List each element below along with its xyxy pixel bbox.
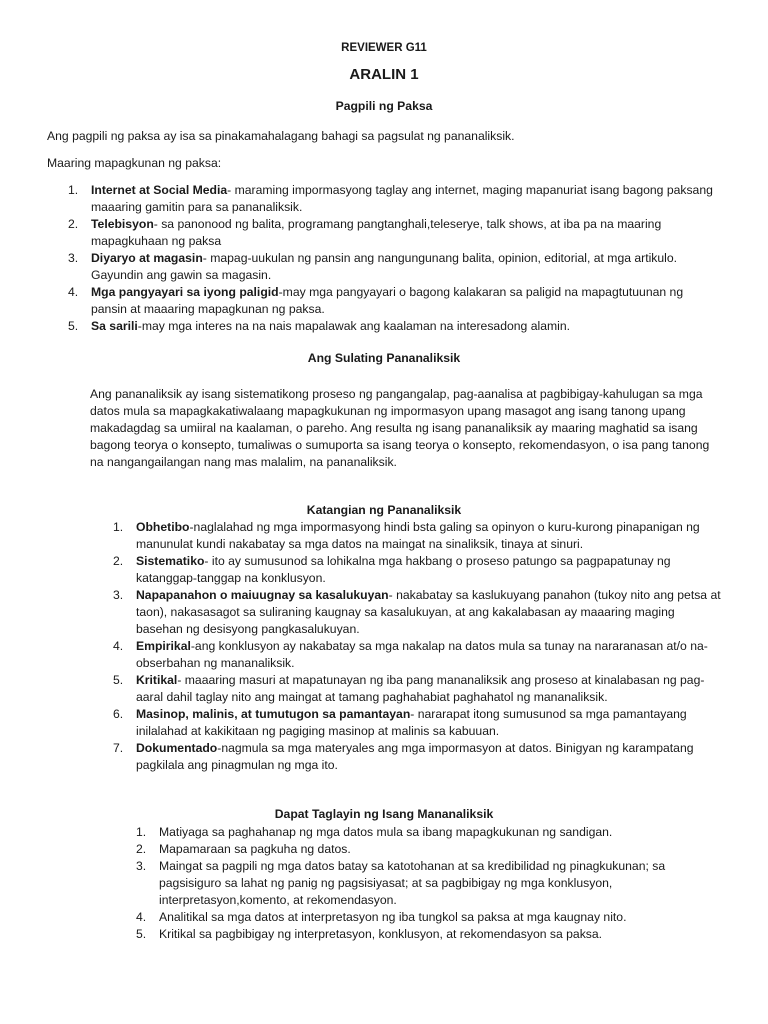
list-item bbox=[136, 841, 726, 858]
list-item bbox=[136, 926, 726, 943]
section-intro: Ang pagpili ng paksa ay isa sa pinakamahalagang bahagi sa pagsulat ng pananaliksik. bbox=[47, 129, 515, 143]
list-item bbox=[68, 182, 718, 216]
list-text: Analitikal sa mga datos at interpretasyon ng iba tungkol sa paksa at mga kaugnay nito. bbox=[159, 910, 627, 924]
list-term: Dokumentado bbox=[136, 741, 218, 755]
list-number: 3. bbox=[68, 251, 79, 265]
list-text: - nararapat itong sumusunod sa mga pamantayang inilalahad at kakikitaan ng pagiging masinop at malinis sa kabuuan. bbox=[136, 707, 687, 738]
list-number: 5. bbox=[113, 673, 124, 687]
list-text: Maingat sa pagpili ng mga datos batay sa katotohanan at sa kredibilidad ng pinagkukunan; sa pagsisiguro sa lahat ng panig ng pagsisiyasat; at sa pagbibigay ng mga konklusyon, interpretasyon,komento, at rekomendasyon. bbox=[159, 859, 666, 907]
section-paragraph: Ang pananaliksik ay isang sistematikong proseso ng pangangalap, pag-aanalisa at pagbibigay-kahulugan sa mga datos mula sa mapagkakatiwalaang mapagkukunan ng impormasyon upang masagot ang isang tanong upang makadagdag sa umiiral na kaalaman, o pareho. Ang resulta ng isang pananaliksik ay maaring maghatid sa isang bagong teorya o konsepto, tumaliwas o sumuporta sa isang teorya o konsepto, rekomendasyon, o isa pang tanong na nangangailangan nang mas malalim, na pananaliksik. bbox=[90, 387, 710, 469]
section-title-sulating: Ang Sulating Pananaliksik bbox=[307, 351, 461, 365]
list-text: Kritikal sa pagbibigay ng interpretasyon, konklusyon, at rekomendasyon sa paksa. bbox=[159, 927, 603, 941]
list-text: - ito ay sumusunod sa lohikalna mga hakbang o proseso patungo sa pagpapatunay ng katanggap-tanggap na konklusyon. bbox=[136, 554, 671, 585]
list-number: 1. bbox=[113, 520, 124, 534]
list-item bbox=[68, 216, 718, 250]
list-text: -naglalahad ng mga impormasyong hindi bsta galing sa opinyon o kuru-kurong pinapanigan ng manunulat kundi nakabatay sa mga datos na maingat na sinaliksik, tinaya at sinuri. bbox=[136, 520, 700, 551]
list-text: - nakabatay sa kaslukuyang panahon (tukoy nito ang petsa at taon), nakasasagot sa suliraning kaugnay sa kasalukuyan, at ang kakalabasan ay maaaring maging basehan ng desisyong pangkasalukuyan. bbox=[136, 588, 721, 636]
list-item bbox=[113, 519, 723, 553]
list-text: - maaaring masuri at mapatunayan ng iba pang mananaliksik ang proseso at kinalabasan ng pag-aaral dahil taglay nito ang maingat at tamang paghahabiat paghahatol ng mananaliksik. bbox=[136, 673, 705, 704]
list-item bbox=[136, 858, 726, 909]
list-term: Kritikal bbox=[136, 673, 178, 687]
list-term: Sistematiko bbox=[136, 554, 205, 568]
katangian-list bbox=[113, 519, 723, 774]
sources-label: Maaring mapagkunan ng paksa: bbox=[47, 156, 222, 170]
list-number: 5. bbox=[68, 319, 79, 333]
list-number: 4. bbox=[68, 285, 79, 299]
list-text: -may mga interes na na nais mapalawak ang kaalaman na interesadong alamin. bbox=[137, 319, 570, 333]
list-item bbox=[68, 250, 718, 284]
list-item bbox=[113, 638, 723, 672]
list-text: - sa panonood ng balita, programang pangtanghali,teleserye, talk shows, at iba pa na maaring mapagkuhaan ng paksa bbox=[91, 217, 662, 248]
sources-list bbox=[68, 182, 718, 335]
list-term: Masinop, malinis, at tumutugon sa pamantayan bbox=[136, 707, 411, 721]
list-item bbox=[136, 824, 726, 841]
section-title-katangian: Katangian ng Pananaliksik bbox=[306, 503, 462, 517]
dapat-list bbox=[136, 824, 726, 943]
list-item bbox=[113, 740, 723, 774]
list-text: - mapag-uukulan ng pansin ang nangungunang balita, opinion, editorial, at mga artikulo. Gayundin ang gawin sa magasin. bbox=[91, 251, 678, 282]
list-text: Matiyaga sa paghahanap ng mga datos mula sa ibang mapagkukunan ng sandigan. bbox=[159, 825, 613, 839]
list-term: Internet at Social Media bbox=[91, 183, 228, 197]
list-number: 1. bbox=[136, 825, 147, 839]
list-term: Sa sarili bbox=[91, 319, 138, 333]
list-text: - maraming impormasyong taglay ang internet, maging mapanuriat isang bagong paksang maaaring gamitin para sa pananaliksik. bbox=[91, 183, 713, 214]
section-title-dapat: Dapat Taglayin ng Isang Mananaliksik bbox=[274, 807, 494, 821]
list-number: 3. bbox=[113, 588, 124, 602]
list-text: -ang konklusyon ay nakabatay sa mga nakalap na datos mula sa tunay na nararanasan at/o na-obserbahan ng mananaliksik. bbox=[136, 639, 708, 670]
document-title: REVIEWER G11 bbox=[341, 42, 427, 54]
list-number: 1. bbox=[68, 183, 79, 197]
section-title-pagpili: Pagpili ng Paksa bbox=[335, 99, 433, 113]
list-item bbox=[113, 672, 723, 706]
list-text: -nagmula sa mga materyales ang mga impormasyon at datos. Binigyan ng karampatang pagkilala ang pinagmulan ng mga ito. bbox=[136, 741, 694, 772]
list-term: Obhetibo bbox=[136, 520, 190, 534]
lesson-title: ARALIN 1 bbox=[349, 66, 419, 83]
list-item bbox=[68, 318, 718, 335]
list-number: 6. bbox=[113, 707, 124, 721]
list-item bbox=[113, 587, 723, 638]
list-term: Mga pangyayari sa iyong paligid bbox=[91, 285, 279, 299]
list-term: Telebisyon bbox=[91, 217, 154, 231]
list-item bbox=[136, 909, 726, 926]
list-number: 2. bbox=[136, 842, 147, 856]
list-number: 7. bbox=[113, 741, 124, 755]
list-term: Empirikal bbox=[136, 639, 191, 653]
list-item bbox=[113, 706, 723, 740]
list-term: Napapanahon o maiuugnay sa kasalukuyan bbox=[136, 588, 389, 602]
list-text: Mapamaraan sa pagkuha ng datos. bbox=[159, 842, 351, 856]
list-item bbox=[113, 553, 723, 587]
list-term: Diyaryo at magasin bbox=[91, 251, 203, 265]
list-number: 5. bbox=[136, 927, 147, 941]
list-text: -may mga pangyayari o bagong kalakaran sa paligid na mapagtutuunan ng pansin at maaaring mapagkunan ng paksa. bbox=[91, 285, 684, 316]
list-number: 4. bbox=[113, 639, 124, 653]
list-number: 3. bbox=[136, 859, 147, 873]
list-item bbox=[68, 284, 718, 318]
list-number: 4. bbox=[136, 910, 147, 924]
list-number: 2. bbox=[68, 217, 79, 231]
list-number: 2. bbox=[113, 554, 124, 568]
